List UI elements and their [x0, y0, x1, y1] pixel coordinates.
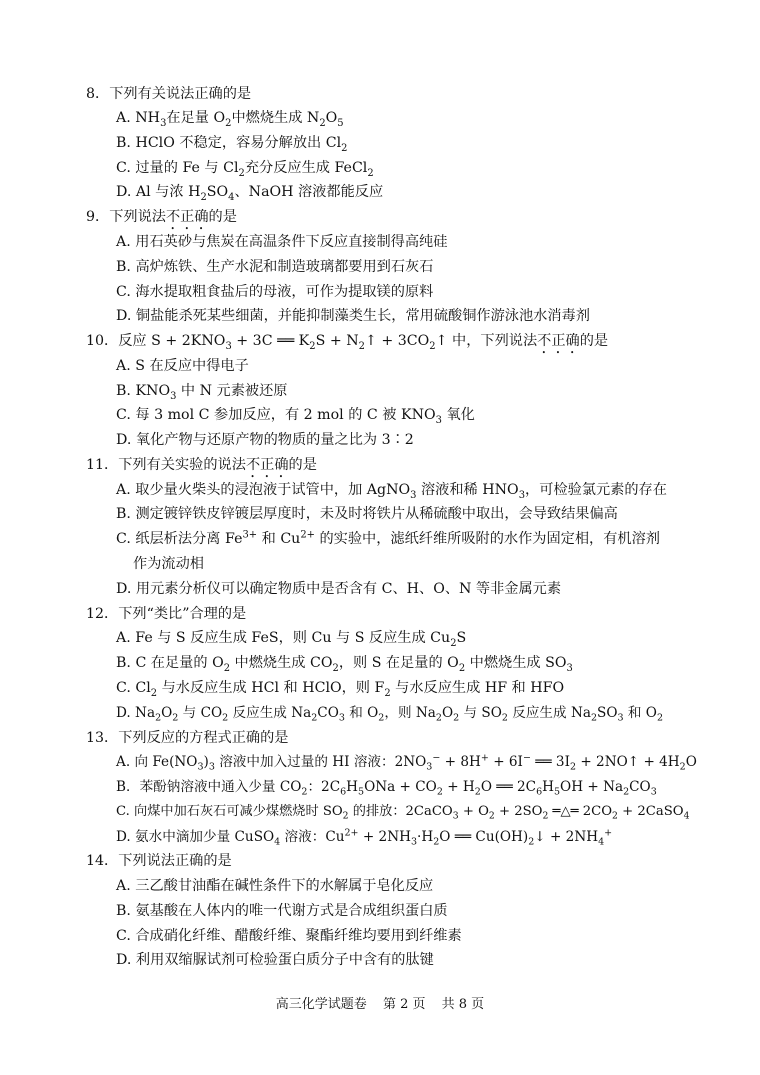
question-10-option-c: C. 每 3 mol C 参加反应，有 2 mol 的 C 被 $KNO_3$ 氧化: [116, 407, 475, 426]
question-12-stem: 12．下列“类比”合理的是: [86, 606, 247, 622]
question-14-stem: 14．下列说法正确的是: [86, 853, 232, 869]
question-14-option-a: A. 三乙酸甘油酯在碱性条件下的水解属于皂化反应: [116, 878, 434, 894]
question-11-option-c: C. 纸层析法分离 $Fe^{3+}$ 和 $Cu^{2+}$ 的实验中，滤纸纤维所吸附的水作为固定相，有机溶剂: [116, 529, 660, 547]
question-13-option-c: C. 向煤中加石灰石可减少煤燃烧时 $SO_2$ 的排放：2CaCO$_3$ + $O_2 + 2SO_2$ ═△═ $2CO_2$ + 2CaSO$_4$: [116, 804, 690, 822]
footer-page-number: 第 2 页: [382, 997, 426, 1012]
question-12-option-b: B. C 在足量的 $O_2$ 中燃烧生成 $CO_2$，则 S 在足量的 $O_2$ 中燃烧生成 $SO_3$: [116, 655, 573, 674]
footer-total-pages: 共 8 页: [441, 997, 485, 1012]
question-12-option-c: C. $Cl_2$ 与水反应生成 HCl 和 HClO，则 $F_2$ 与水反应生成 HF 和 HFO: [116, 680, 565, 699]
footer-title: 高三化学试题卷: [275, 997, 367, 1012]
question-9-option-b: B. 高炉炼铁、生产水泥和制造玻璃都要用到石灰石: [116, 259, 434, 275]
question-13-option-b: B．苯酚钠溶液中通入少量 $CO_2$：$2C_6H_5ONa + CO_2 + H_2O$ ══ $2C_6H_5OH + Na_2CO_3$: [116, 779, 657, 798]
question-8-option-a: A. $NH_3$在足量 $O_2$中燃烧生成 $N_2O_5$: [116, 110, 344, 129]
question-10-stem: 10．反应 $S + 2KNO_3 + 3C$ ══ $K_2S$ + $N_2↑$ + $3CO_2↑$ 中，下列说法不正确的是: [86, 333, 609, 352]
question-9-option-d: D. 铜盐能杀死某些细菌，并能抑制藻类生长，常用硫酸铜作游泳池水消毒剂: [116, 308, 590, 324]
question-14-option-c: C. 合成硝化纤维、醋酸纤维、聚酯纤维均要用到纤维素: [116, 928, 462, 944]
question-14-option-b: B. 氨基酸在人体内的唯一代谢方式是合成组织蛋白质: [116, 903, 448, 919]
question-13-stem: 13．下列反应的方程式正确的是: [86, 730, 289, 746]
question-11-option-c-continued: 作为流动相: [133, 556, 204, 572]
question-10-option-b: B. $KNO_3$ 中 N 元素被还原: [116, 383, 288, 402]
question-12-option-a: A. Fe 与 S 反应生成 FeS，则 Cu 与 S 反应生成 $Cu_2S$: [116, 630, 467, 649]
page-footer: [0, 996, 760, 1014]
question-13-option-a: A. 向 $Fe(NO_3)_3$ 溶液中加入过量的 HI 溶液：$2NO_3^- + 8H^+ + 6I^-$ ══ $3I_2$ + 2NO↑ + $4H_2O$: [116, 752, 697, 773]
question-9-stem: 9．下列说法不正确的是: [86, 209, 237, 225]
question-11-option-a: A. 取少量火柴头的浸泡液于试管中，加 AgNO$_3$ 溶液和稀 $HNO_3$，可检验氯元素的存在: [116, 482, 667, 501]
question-11-option-b: B. 测定镀锌铁皮锌镀层厚度时，未及时将铁片从稀硫酸中取出，会导致结果偏高: [116, 506, 618, 522]
question-8-option-c: C. 过量的 Fe 与 $Cl_2$充分反应生成 FeCl$_2$: [116, 160, 374, 179]
question-9-option-a: A. 用石英砂与焦炭在高温条件下反应直接制得高纯硅: [116, 234, 448, 250]
question-8-stem: 8．下列有关说法正确的是: [86, 86, 252, 102]
question-11-stem: 11．下列有关实验的说法不正确的是: [86, 457, 317, 473]
question-11-option-d: D. 用元素分析仪可以确定物质中是否含有 C、H、O、N 等非金属元素: [116, 581, 562, 597]
question-10-option-d: D. 氧化产物与还原产物的物质的量之比为 3∶2: [116, 432, 414, 448]
question-12-option-d: D. $Na_2O_2$ 与 $CO_2$ 反应生成 $Na_2CO_3$ 和 $O_2$，则 $Na_2O_2$ 与 $SO_2$ 反应生成 $Na_2SO_3$ 和 $O_2$: [116, 705, 663, 724]
question-13-option-d: D. 氨水中滴加少量 CuSO$_4$ 溶液：$Cu^{2+} + 2NH_3\cdot H_2O$ ══ $Cu(OH)_2↓ + 2NH_4^+$: [116, 827, 613, 848]
question-8-option-d: D. Al 与浓 $H_2SO_4$、NaOH 溶液都能反应: [116, 184, 384, 203]
question-9-option-c: C. 海水提取粗食盐后的母液，可作为提取镁的原料: [116, 284, 434, 300]
question-10-option-a: A. S 在反应中得电子: [116, 358, 249, 374]
question-8-option-b: B. HClO 不稳定，容易分解放出 $Cl_2$: [116, 135, 348, 154]
question-14-option-d: D. 利用双缩脲试剂可检验蛋白质分子中含有的肽键: [116, 952, 434, 968]
